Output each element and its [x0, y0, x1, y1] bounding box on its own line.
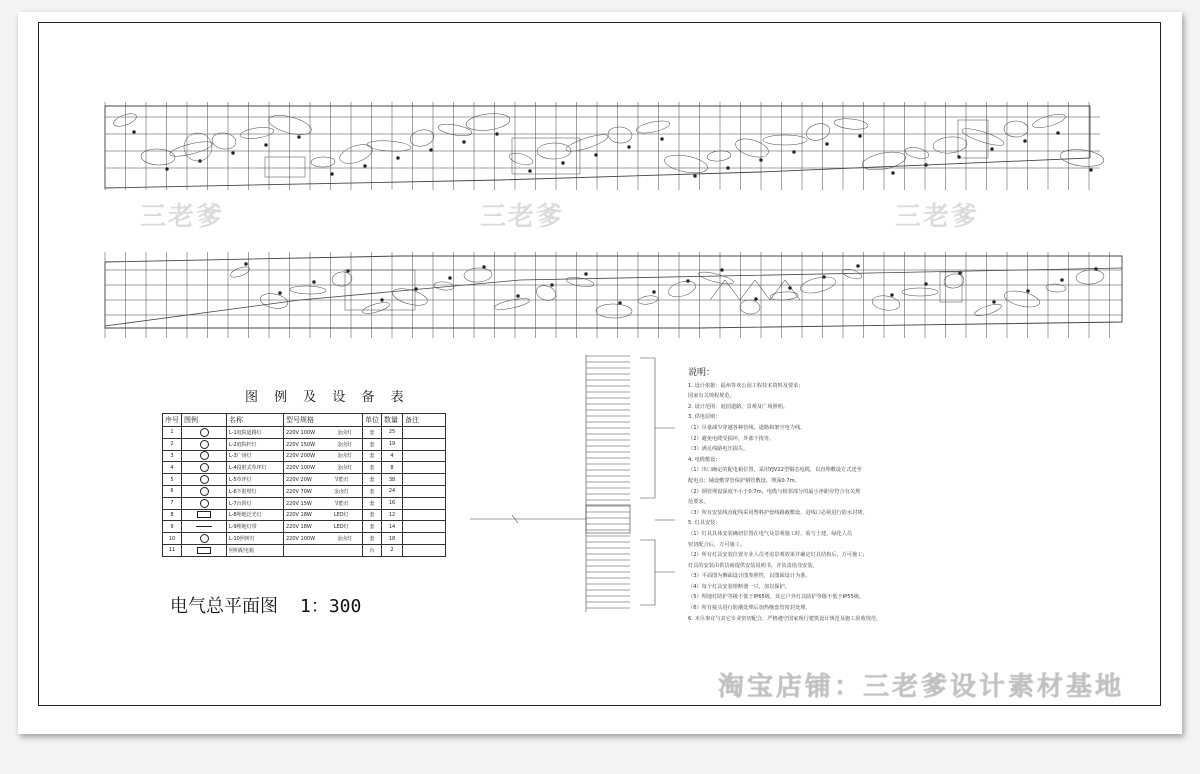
- notes-line: （2）所有灯具安装位置专业人员考虑景观效果并确定灯具结构后，方可施工；: [688, 552, 868, 559]
- notes-line: （2）避免电缆受损坏，外部干扰等。: [688, 435, 775, 442]
- notes-line: 密切配合后，方可施工。: [688, 541, 746, 548]
- legend-row: [163, 462, 446, 474]
- notes-line: （2）钢管埋设深度不小于0.7m，电缆与相邻部分的最小净距应符合有关规: [688, 488, 861, 495]
- lamp-point: [822, 275, 825, 278]
- legend-cell-spec: [284, 438, 363, 450]
- lamp-point: [244, 262, 247, 265]
- planting-shape: [259, 291, 289, 310]
- planting-shape: [834, 117, 869, 130]
- planting-shape: [331, 271, 353, 287]
- notes-line: （4）每个灯具安装熔断器一只，加以保护。: [688, 583, 790, 590]
- legend-lamp-type: 金卤灯: [337, 465, 353, 472]
- planting-shape: [311, 157, 335, 168]
- legend-symbol-icon: [197, 547, 211, 554]
- legend-symbol-icon: [200, 499, 209, 508]
- panel-box: [586, 505, 630, 533]
- legend-cell-remark: [403, 450, 446, 462]
- legend-cell-no: 10: [163, 533, 182, 545]
- legend-cell-name: L-2庭院杆灯: [227, 438, 284, 450]
- planting-shape: [871, 294, 901, 312]
- lamp-point: [652, 290, 655, 293]
- notes-line: （1）出口确定的配电箱位置，采用YJV22型铜芯电缆，以直埋敷设方式送至: [688, 467, 862, 474]
- planting-shape: [707, 150, 732, 162]
- design-notes: [688, 368, 928, 624]
- legend-cell-qty: 2: [382, 544, 403, 556]
- legend-spec-value: 220V 18W: [286, 512, 312, 519]
- planting-shape: [902, 288, 938, 296]
- legend-cell-symbol: [182, 474, 227, 486]
- legend-cell-symbol: [182, 497, 227, 509]
- lamp-point: [132, 130, 135, 133]
- legend-lamp-type: 节能灯: [333, 500, 349, 507]
- notes-line: （3）所有安装线直配线采用塑料护套线路截敷设，进线口必须进行防水封堵。: [688, 509, 868, 516]
- planting-shape: [663, 152, 709, 176]
- planting-shape: [437, 122, 472, 138]
- legend-cell-qty: 8: [382, 462, 403, 474]
- lamp-point: [396, 156, 399, 159]
- planting-shape: [596, 304, 632, 319]
- legend-cell-qty: 19: [382, 438, 403, 450]
- legend-cell-symbol: [182, 509, 227, 521]
- lamp-point: [618, 301, 621, 304]
- legend-lamp-type: 金卤灯: [337, 536, 353, 543]
- notes-line: 灯具的安装由供货商提供安装说明书，并负责指导安装。: [688, 562, 818, 569]
- lamp-point: [759, 158, 762, 161]
- lamp-point: [825, 142, 828, 145]
- legend-cell-name: L-8埋地泛光灯: [227, 509, 284, 521]
- notes-line: 6. 未尽事宜与其它专业密切配合，严格遵守国家现行建筑设计规范及施工验收规范。: [688, 615, 882, 622]
- legend-header-unit: 单位: [363, 414, 382, 427]
- legend-cell-spec: [284, 427, 363, 439]
- legend-row: [163, 497, 446, 509]
- legend-cell-no: 1: [163, 427, 182, 439]
- planting-shape: [1075, 269, 1104, 285]
- legend-cell-no: 9: [163, 521, 182, 533]
- lamp-point: [297, 135, 300, 138]
- legend-cell-remark: [403, 544, 446, 556]
- legend-cell-no: 7: [163, 497, 182, 509]
- notes-line: （1）灯具具体安装确切位置在电气及景观施工时，需与土建、绿化人员: [688, 530, 853, 537]
- legend-cell-qty: 14: [382, 521, 403, 533]
- lamp-point: [462, 140, 465, 143]
- legend-row: [163, 474, 446, 486]
- lamp-point: [891, 171, 894, 174]
- legend-cell-name: L-6下射壁灯: [227, 485, 284, 497]
- legend-spec-value: 220V 100W: [286, 429, 316, 436]
- legend-row: [163, 533, 446, 545]
- legend-header-no: 序号: [163, 414, 182, 427]
- legend-spec-value: 220V 100W: [286, 536, 316, 543]
- notes-line: （3）满足线路电压损失。: [688, 446, 749, 453]
- bracket: [640, 540, 655, 605]
- planting-shape: [465, 111, 511, 132]
- zigzag-path: [710, 280, 800, 300]
- lamp-point: [278, 291, 281, 294]
- legend-cell-spec: [284, 533, 363, 545]
- planting-shape: [1046, 283, 1067, 292]
- lamp-point: [264, 143, 267, 146]
- legend-row: [163, 544, 446, 556]
- legend-header-spec: 型号规格: [284, 414, 363, 427]
- planting-shape: [229, 265, 251, 279]
- legend-cell-unit: 套: [363, 450, 382, 462]
- planting-shape: [667, 278, 698, 300]
- legend-symbol-icon: [200, 475, 209, 484]
- legend-lamp-type: 金卤灯: [333, 488, 349, 495]
- lamp-point: [858, 134, 861, 137]
- legend-cell-remark: [403, 427, 446, 439]
- legend-cell-name: L-7台阶灯: [227, 497, 284, 509]
- legend-lamp-type: 金卤灯: [337, 429, 353, 436]
- legend-header-name: 名称: [227, 414, 284, 427]
- lamp-point: [312, 280, 315, 283]
- lamp-point: [1056, 131, 1059, 134]
- legend-row: [163, 521, 446, 533]
- notes-line: （3）平面图为侧面设计图参照性，以图面设计为准。: [688, 573, 811, 580]
- lamp-point: [516, 294, 519, 297]
- legend-cell-symbol: [182, 521, 227, 533]
- notes-line: （6）所有接头进行防潮处理后加热缩套管密封处理。: [688, 605, 811, 612]
- legend-cell-spec: [284, 474, 363, 486]
- legend-symbol-icon: [197, 511, 211, 518]
- legend-row: [163, 485, 446, 497]
- legend-lamp-type: 金卤灯: [337, 453, 353, 460]
- legend-cell-remark: [403, 497, 446, 509]
- round-plaza: [184, 133, 212, 161]
- lamp-point: [627, 145, 630, 148]
- planting-shape: [904, 146, 930, 161]
- planting-shape: [804, 121, 832, 143]
- legend-spec-value: 220V 200W: [286, 453, 316, 460]
- lamp-point: [726, 166, 729, 169]
- legend-cell-name: L-10照树灯: [227, 533, 284, 545]
- legend-cell-spec: [284, 521, 363, 533]
- legend-cell-symbol: [182, 533, 227, 545]
- planting-shape: [1031, 112, 1066, 131]
- legend-cell-spec: [284, 462, 363, 474]
- planting-shape: [566, 276, 595, 289]
- lamp-point: [924, 163, 927, 166]
- legend-cell-unit: 套: [363, 474, 382, 486]
- legend-cell-unit: 套: [363, 509, 382, 521]
- legend-cell-unit: 套: [363, 521, 382, 533]
- planting-shape: [1003, 288, 1041, 310]
- legend-cell-spec: [284, 497, 363, 509]
- shop-watermark: 淘宝店铺：三老爹设计素材基地: [718, 672, 1125, 702]
- legend-symbol-icon: [200, 428, 209, 437]
- lamp-point: [482, 265, 485, 268]
- planting-shape: [698, 270, 735, 286]
- planting-shape: [267, 112, 314, 139]
- lamp-point: [686, 279, 689, 282]
- notes-line: 1. 设计依据：福州等欢公园工程技术资料及要求；: [688, 382, 804, 389]
- pavilion: [265, 157, 305, 177]
- planting-shape: [961, 125, 1006, 148]
- legend-cell-symbol: [182, 438, 227, 450]
- notes-line: （5）埋地灯防护等级不低于IP65级，其它户外灯具防护等级不低于IP55级。: [688, 594, 865, 601]
- notes-line: 3. 供电原则：: [688, 414, 721, 421]
- notes-line: 4. 电缆敷设：: [688, 456, 721, 463]
- lamp-point: [693, 174, 696, 177]
- lamp-point: [584, 272, 587, 275]
- plan-outline: [105, 256, 1122, 328]
- legend-cell-unit: 套: [363, 427, 382, 439]
- legend-row: [163, 427, 446, 439]
- road-edge: [105, 268, 1122, 326]
- legend-cell-spec: [284, 450, 363, 462]
- legend-cell-unit: 套: [363, 438, 382, 450]
- lamp-point: [856, 264, 859, 267]
- lamp-point: [754, 297, 757, 300]
- legend-cell-no: 6: [163, 485, 182, 497]
- legend-symbol-icon: [200, 440, 209, 449]
- legend-symbol-icon: [200, 463, 209, 472]
- legend-cell-remark: [403, 533, 446, 545]
- legend-cell-name: L-9埋地灯带: [227, 521, 284, 533]
- planting-shape: [112, 111, 138, 129]
- legend-cell-unit: 套: [363, 533, 382, 545]
- legend-cell-qty: 38: [382, 474, 403, 486]
- lamp-point: [792, 150, 795, 153]
- legend-cell-no: 3: [163, 450, 182, 462]
- lamp-point: [1089, 168, 1092, 171]
- planting-shape: [841, 267, 862, 281]
- legend-cell-unit: 套: [363, 462, 382, 474]
- legend-lamp-type: LED灯: [333, 512, 349, 519]
- legend-cell-qty: 16: [382, 497, 403, 509]
- drawing-caption: [170, 592, 361, 618]
- lamp-point: [594, 153, 597, 156]
- legend-cell-qty: 25: [382, 427, 403, 439]
- legend-cell-name: 照明配电箱: [227, 544, 284, 556]
- planting-shape: [168, 139, 213, 159]
- legend-symbol-icon: [200, 534, 209, 543]
- legend-lamp-type: LED灯: [333, 524, 349, 531]
- planting-shape: [464, 267, 493, 282]
- lamp-point: [1023, 139, 1026, 142]
- lamp-point: [1094, 267, 1097, 270]
- planting-shape: [607, 126, 632, 144]
- planting-shape: [733, 135, 770, 160]
- legend-header-symbol: 图例: [182, 414, 227, 427]
- legend-cell-symbol: [182, 427, 227, 439]
- lamp-point: [330, 172, 333, 175]
- building: [345, 270, 415, 310]
- legend-cell-spec: [284, 509, 363, 521]
- legend-cell-spec: [284, 485, 363, 497]
- lamp-point: [380, 298, 383, 301]
- legend-cell-no: 4: [163, 462, 182, 474]
- legend-cell-symbol: [182, 544, 227, 556]
- legend-spec-value: 220V 20W: [286, 477, 312, 484]
- legend-cell-unit: 台: [363, 544, 382, 556]
- legend-cell-symbol: [182, 450, 227, 462]
- legend-cell-name: L-3广场灯: [227, 450, 284, 462]
- legend-cell-name: L-1庭院道路灯: [227, 427, 284, 439]
- legend-title: 图 例 及 设 备 表: [245, 390, 410, 405]
- legend-cell-unit: 套: [363, 497, 382, 509]
- lamp-point: [990, 147, 993, 150]
- lamp-point: [992, 300, 995, 303]
- legend-cell-no: 2: [163, 438, 182, 450]
- planting-shape: [973, 302, 1002, 318]
- lamp-point: [528, 169, 531, 172]
- lamp-point: [720, 268, 723, 271]
- legend-symbol-icon: [196, 526, 212, 527]
- legend-symbol-icon: [200, 451, 209, 460]
- planting-shape: [739, 299, 760, 315]
- bracket: [640, 358, 655, 498]
- legend-header-row: [163, 414, 446, 427]
- planting-shape: [770, 291, 798, 301]
- legend-cell-name: L-5草坪灯: [227, 474, 284, 486]
- legend-cell-qty: 24: [382, 485, 403, 497]
- legend-spec-value: 220V 18W: [286, 524, 312, 531]
- notes-title: 说明：: [688, 368, 716, 378]
- caption-scale: 1：300: [300, 596, 362, 617]
- notes-line: 范要求。: [688, 499, 709, 506]
- lamp-point: [890, 293, 893, 296]
- legend-cell-no: 5: [163, 474, 182, 486]
- legend-cell-symbol: [182, 462, 227, 474]
- lamp-point: [1026, 289, 1029, 292]
- notes-line: 5. 灯具安装：: [688, 520, 721, 527]
- paved-area: [512, 138, 580, 174]
- legend-cell-remark: [403, 438, 446, 450]
- legend-cell-remark: [403, 509, 446, 521]
- legend-cell-unit: 套: [363, 485, 382, 497]
- legend-row: [163, 509, 446, 521]
- legend-row: [163, 450, 446, 462]
- lamp-point: [165, 167, 168, 170]
- lamp-point: [429, 148, 432, 151]
- lamp-point: [924, 282, 927, 285]
- notes-line: （1）尽量减少穿越各种管线、道路和架空电力线。: [688, 424, 806, 431]
- lamp-point: [660, 137, 663, 140]
- legend-spec-value: 220V 150W: [286, 441, 316, 448]
- legend-spec-value: 220V 15W: [286, 500, 312, 507]
- planting-shape: [635, 119, 670, 136]
- watermark-3: 三老爹: [895, 202, 980, 232]
- planting-shape: [337, 141, 374, 167]
- planting-shape: [290, 285, 326, 294]
- legend-cell-remark: [403, 474, 446, 486]
- notes-line: 2. 设计范围：庭园道路、景观及广场照明。: [688, 403, 788, 410]
- legend-cell-remark: [403, 485, 446, 497]
- legend-cell-remark: [403, 521, 446, 533]
- legend-spec-value: 220V 100W: [286, 465, 316, 472]
- legend-cell-no: 11: [163, 544, 182, 556]
- planting-shape: [932, 136, 967, 155]
- legend-cell-qty: 18: [382, 533, 403, 545]
- legend-cell-remark: [403, 462, 446, 474]
- legend-cell-symbol: [182, 485, 227, 497]
- legend-lamp-type: 金卤灯: [337, 441, 353, 448]
- notes-line: 配电点；铺设敷穿管保护钢管敷设，埋深0.7m。: [688, 477, 800, 484]
- planting-shape: [943, 273, 965, 290]
- planting-shape: [1004, 121, 1028, 137]
- caption-title: 电气总平面图: [170, 596, 278, 617]
- legend-cell-name: L-4投射式草坪灯: [227, 462, 284, 474]
- lamp-point: [1060, 278, 1063, 281]
- notes-line: 国家有关规程规范。: [688, 393, 735, 400]
- legend-spec-value: 220V 70W: [286, 488, 312, 495]
- planting-shape: [361, 300, 390, 315]
- lamp-point: [550, 283, 553, 286]
- legend-symbol-icon: [200, 487, 209, 496]
- planting-shape: [763, 135, 807, 145]
- lamp-point: [561, 161, 564, 164]
- watermark-2: 三老爹: [480, 202, 565, 232]
- planting-shape: [239, 126, 274, 141]
- lamp-point: [231, 151, 234, 154]
- lamp-point: [448, 276, 451, 279]
- lamp-point: [363, 164, 366, 167]
- legend-row: [163, 438, 446, 450]
- legend-table: [162, 413, 446, 557]
- plan-outline: [105, 106, 1090, 188]
- building: [958, 120, 988, 158]
- planting-shape: [367, 139, 412, 152]
- planting-shape: [494, 296, 531, 311]
- legend-header-remark: 备注: [403, 414, 446, 427]
- legend-lamp-type: 节能灯: [333, 477, 349, 484]
- legend-cell-qty: 12: [382, 509, 403, 521]
- watermark-1: 三老爹: [140, 202, 225, 232]
- legend-cell-qty: 4: [382, 450, 403, 462]
- legend-header-qty: 数量: [382, 414, 403, 427]
- lamp-point: [495, 132, 498, 135]
- legend-cell-no: 8: [163, 509, 182, 521]
- legend-cell-spec: [284, 544, 363, 556]
